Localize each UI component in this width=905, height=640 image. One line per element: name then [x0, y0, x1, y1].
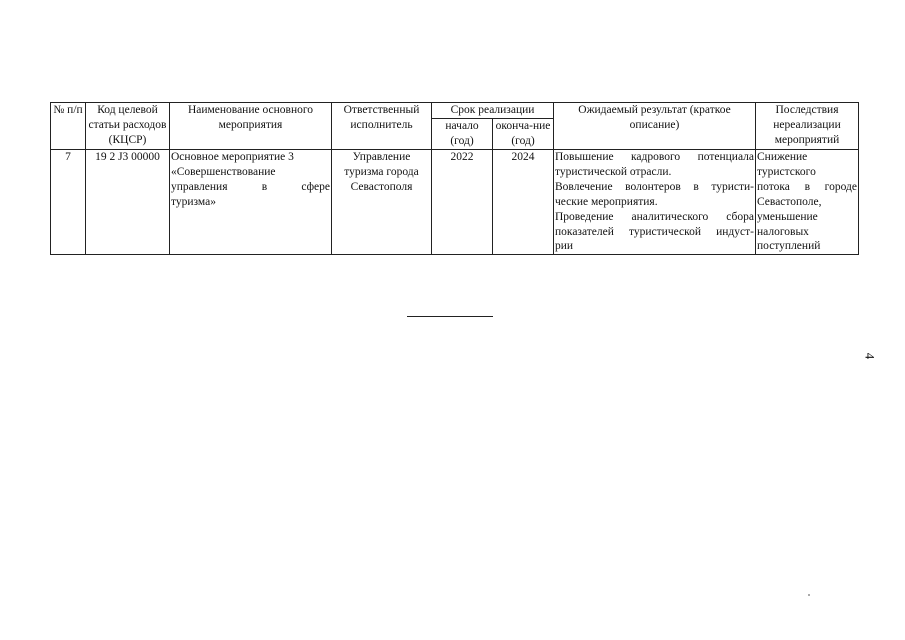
header-consequences: Последствия нереализации мероприятий [756, 103, 859, 150]
row-consequences-line: уменьшение [757, 210, 818, 223]
header-code: Код целевой статьи расходов (КЦСР) [86, 103, 170, 150]
row-consequences-line: поступлений [757, 240, 821, 253]
row-consequences-line: Снижение [757, 150, 808, 163]
row-result-line: туристической отрасли. [555, 165, 672, 178]
row-num: 7 [51, 149, 86, 255]
header-end: оконча-ние (год) [493, 118, 554, 149]
header-num: № п/п [51, 103, 86, 150]
row-consequences-line: Севастополе, [757, 195, 822, 208]
header-name: Наименование основного мероприятия [170, 103, 332, 150]
row-result-line: Повышение кадрового потенциала [555, 150, 754, 163]
row-start: 2022 [432, 149, 493, 255]
row-end: 2024 [493, 149, 554, 255]
header-start: начало (год) [432, 118, 493, 149]
row-consequences [756, 149, 859, 255]
row-result-line: ческие мероприятия. [555, 195, 658, 208]
row-name [170, 149, 332, 255]
header-result: Ожидаемый результат (краткое описание) [554, 103, 756, 150]
row-result-line: Вовлечение волонтеров в туристи- [555, 180, 754, 193]
row-result-line: показателей туристической индуст- [555, 225, 754, 238]
header-responsible: Ответственный исполнитель [332, 103, 432, 150]
row-name-line: Основное мероприятие 3 [171, 150, 294, 163]
row-result-line: рии [555, 240, 574, 253]
header-period: Срок реализации [432, 103, 554, 119]
row-result-line: Проведение аналитического сбора [555, 210, 754, 223]
scan-speck [808, 594, 810, 596]
activities-table [50, 102, 859, 255]
row-name-line: туризма» [171, 195, 216, 208]
page-number: 4 [862, 352, 878, 360]
separator-line [407, 316, 493, 317]
row-responsible: Управление туризма города Севастополя [332, 149, 432, 255]
row-name-line: управления в сфере [171, 180, 330, 193]
row-result [554, 149, 756, 255]
row-name-line: «Совершенствование [171, 165, 276, 178]
row-code: 19 2 J3 00000 [86, 149, 170, 255]
row-consequences-line: налоговых [757, 225, 809, 238]
row-consequences-line: туристского [757, 165, 816, 178]
row-consequences-line: потока в городе [757, 180, 857, 193]
header-row-1 [51, 103, 859, 119]
table-row [51, 149, 859, 255]
